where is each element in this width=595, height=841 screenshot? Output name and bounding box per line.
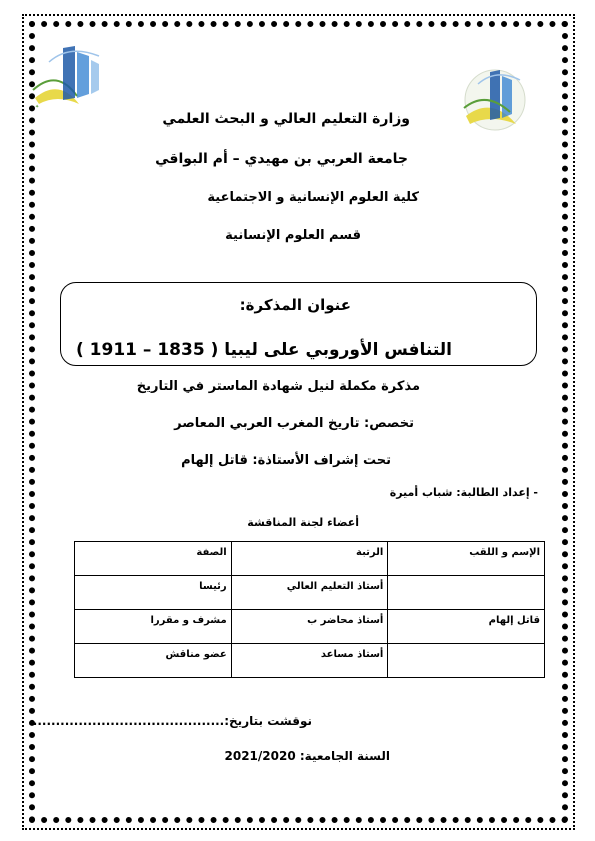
supervisor-line: تحت إشراف الأستاذة: قاتل إلهام	[181, 453, 391, 468]
table-cell: أستاذ محاضر ب	[231, 610, 388, 644]
faculty-heading: كلية العلوم الإنسانية و الاجتماعية	[207, 190, 419, 205]
table-cell: رئيسا	[75, 576, 232, 610]
table-row	[75, 542, 545, 576]
table-header-cell: الصفة	[75, 542, 232, 576]
svg-text:✦: ✦	[35, 104, 40, 110]
university-logo-left-icon	[29, 38, 107, 112]
department-heading: قسم العلوم الإنسانية	[225, 228, 361, 243]
table-cell: أستاذ التعليم العالي	[231, 576, 388, 610]
committee-table	[74, 541, 545, 678]
table-row	[75, 576, 545, 610]
table-cell	[388, 576, 545, 610]
committee-title: أعضاء لجنة المناقشة	[247, 516, 359, 529]
table-cell	[388, 644, 545, 678]
table-header-cell: الإسم و اللقب	[388, 542, 545, 576]
thesis-title: التنافس الأوروبي على ليبيا ( 1835 – 1911 )	[75, 340, 452, 360]
table-row	[75, 644, 545, 678]
thesis-title-label: عنوان المذكرة:	[239, 296, 351, 314]
university-logo-right-icon	[456, 64, 534, 138]
academic-year-line: السنة الجامعية: 2021/2020	[224, 749, 390, 763]
university-heading: جامعة العربي بن مهيدي – أم البواقي	[155, 151, 408, 167]
student-line: - إعداد الطالبة: شباب أميرة	[389, 486, 538, 499]
table-cell: أستاذ مساعد	[231, 644, 388, 678]
defense-date-line: نوقشت بتاريخ:...........................................	[28, 714, 312, 728]
table-cell: قاتل إلهام	[388, 610, 545, 644]
specialty-line: تخصص: تاريخ المغرب العربي المعاصر	[174, 416, 414, 431]
table-cell: عضو مناقش	[75, 644, 232, 678]
degree-line: مذكرة مكملة لنيل شهادة الماستر في التاريخ	[136, 379, 420, 394]
table-header-cell: الرتبة	[231, 542, 388, 576]
table-row	[75, 610, 545, 644]
ministry-heading: وزارة التعليم العالي و البحث العلمي	[162, 111, 410, 127]
table-cell: مشرف و مقررا	[75, 610, 232, 644]
